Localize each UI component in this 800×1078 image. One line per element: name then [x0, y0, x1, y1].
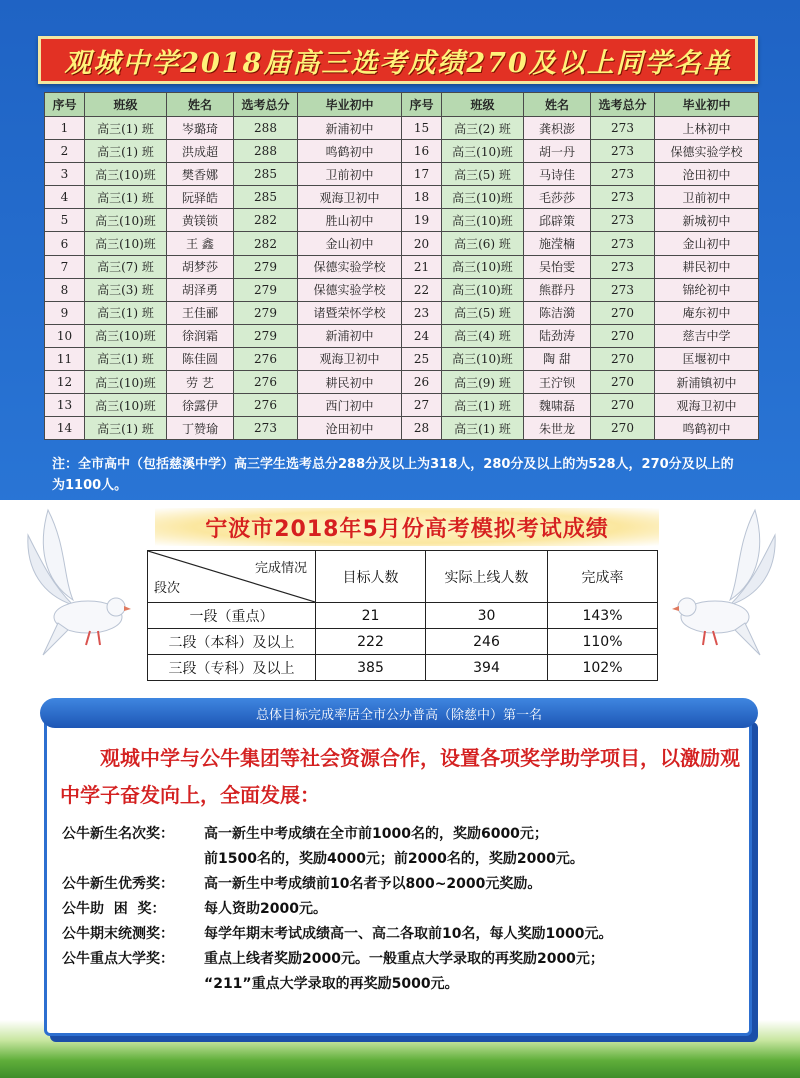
award-item: [62, 947, 752, 972]
cell-school: 观海卫初中: [298, 347, 402, 370]
mock-actual: 30: [426, 603, 548, 629]
mock-segment: 二段（本科）及以上: [148, 629, 316, 655]
cell-no: 2: [45, 140, 85, 163]
cell-name: 龚枳澎: [524, 117, 591, 140]
cell-school: 沧田初中: [298, 417, 402, 440]
award-item: [62, 872, 752, 897]
cell-no: 24: [402, 324, 442, 347]
cell-no: 16: [402, 140, 442, 163]
cell-no: 14: [45, 417, 85, 440]
cell-class: 高三(10)班: [442, 347, 524, 370]
cell-no: 27: [402, 394, 442, 417]
header-score: 选考总分: [234, 93, 298, 117]
header-no: 序号: [402, 93, 442, 117]
cell-score: 270: [591, 347, 655, 370]
award-label: 公牛重点大学奖：: [62, 951, 174, 967]
cell-name: 洪成超: [167, 140, 234, 163]
cell-name: 丁赞瑜: [167, 417, 234, 440]
cell-school: 保德实验学校: [298, 278, 402, 301]
table-row: [45, 186, 759, 209]
award-label: 公牛期末统测奖：: [62, 926, 174, 942]
table-header-row: [45, 93, 759, 117]
cell-class: 高三(10)班: [85, 163, 167, 186]
mock-title-text: 宁波市2018年5月份高考模拟考试成绩: [205, 516, 609, 542]
awards-list: [62, 822, 752, 997]
dove-left-icon: [18, 505, 138, 665]
award-item: [62, 922, 752, 947]
header-school: 毕业初中: [298, 93, 402, 117]
cell-name: 胡一丹: [524, 140, 591, 163]
cell-school: 庵东初中: [655, 301, 759, 324]
cell-name: 胡梦莎: [167, 255, 234, 278]
cell-score: 273: [234, 417, 298, 440]
cell-school: 锦纶初中: [655, 278, 759, 301]
table-row: [45, 278, 759, 301]
mock-segment: 三段（专科）及以上: [148, 655, 316, 681]
cell-score: 270: [591, 324, 655, 347]
cell-school: 观海卫初中: [655, 394, 759, 417]
header-class: 班级: [85, 93, 167, 117]
cell-school: 金山初中: [298, 232, 402, 255]
cell-name: 劳 艺: [167, 371, 234, 394]
cell-school: 新城初中: [655, 209, 759, 232]
award-label: 公牛新生优秀奖：: [62, 876, 174, 892]
cell-class: 高三(1) 班: [85, 186, 167, 209]
cell-class: 高三(3) 班: [85, 278, 167, 301]
mock-exam-table: [147, 550, 658, 681]
cell-name: 王泞钡: [524, 371, 591, 394]
cell-no: 20: [402, 232, 442, 255]
cell-name: 徐露伊: [167, 394, 234, 417]
table-row: [45, 140, 759, 163]
cell-score: 270: [591, 394, 655, 417]
cell-class: 高三(10)班: [85, 232, 167, 255]
cell-class: 高三(10)班: [442, 140, 524, 163]
table-row: [45, 209, 759, 232]
table-row: [45, 301, 759, 324]
cell-no: 26: [402, 371, 442, 394]
cell-class: 高三(1) 班: [85, 140, 167, 163]
cell-no: 11: [45, 347, 85, 370]
header-no: 序号: [45, 93, 85, 117]
cell-school: 沧田初中: [655, 163, 759, 186]
cell-school: 西门初中: [298, 394, 402, 417]
cell-name: 邱辟策: [524, 209, 591, 232]
cell-name: 徐润霜: [167, 324, 234, 347]
cell-school: 耕民初中: [655, 255, 759, 278]
cell-class: 高三(1) 班: [442, 394, 524, 417]
cell-no: 1: [45, 117, 85, 140]
mock-header-target: 目标人数: [316, 551, 426, 603]
mock-row: [148, 655, 658, 681]
award-label: 公牛助 困 奖：: [62, 901, 166, 917]
cell-class: 高三(10)班: [442, 255, 524, 278]
award-text: 每学年期末考试成绩高一、高二各取前10名，每人奖励1000元。: [204, 926, 613, 942]
cell-no: 28: [402, 417, 442, 440]
mock-target: 21: [316, 603, 426, 629]
cell-no: 8: [45, 278, 85, 301]
mock-exam-title: [155, 508, 659, 546]
cell-class: 高三(4) 班: [442, 324, 524, 347]
cell-name: 王佳郦: [167, 301, 234, 324]
cell-no: 15: [402, 117, 442, 140]
cell-class: 高三(1) 班: [85, 117, 167, 140]
cell-name: 魏啸磊: [524, 394, 591, 417]
cell-class: 高三(10)班: [85, 209, 167, 232]
cell-no: 19: [402, 209, 442, 232]
mock-row: [148, 629, 658, 655]
cell-score: 276: [234, 394, 298, 417]
mock-actual: 246: [426, 629, 548, 655]
cell-school: 观海卫初中: [298, 186, 402, 209]
diagonal-header-cell: [148, 551, 316, 603]
cell-class: 高三(2) 班: [442, 117, 524, 140]
cell-name: 阮驿皓: [167, 186, 234, 209]
cell-no: 10: [45, 324, 85, 347]
dove-right-icon: [665, 505, 785, 665]
mock-actual: 394: [426, 655, 548, 681]
cell-no: 7: [45, 255, 85, 278]
corner-label-status: 完成情况: [254, 561, 307, 576]
cell-name: 胡泽勇: [167, 278, 234, 301]
cell-name: 陆劲涛: [524, 324, 591, 347]
table-row: [45, 163, 759, 186]
cell-name: 施滢楠: [524, 232, 591, 255]
score-note: 注：全市高中（包括慈溪中学）高三学生选考总分288分及以上为318人，280分及以上的为528人，270分及以上的为1100人。: [52, 457, 734, 493]
cell-no: 23: [402, 301, 442, 324]
cell-class: 高三(7) 班: [85, 255, 167, 278]
cell-score: 270: [591, 417, 655, 440]
cell-school: 慈吉中学: [655, 324, 759, 347]
table-row: [45, 232, 759, 255]
cell-school: 耕民初中: [298, 371, 402, 394]
award-label: 公牛新生名次奖：: [62, 826, 174, 842]
cell-name: 陶 甜: [524, 347, 591, 370]
mock-header-row: [148, 551, 658, 603]
award-text: 高一新生中考成绩前10名者予以800~2000元奖励。: [204, 876, 542, 892]
mock-rate: 110%: [548, 629, 658, 655]
cell-name: 吴怡雯: [524, 255, 591, 278]
cell-school: 卫前初中: [298, 163, 402, 186]
cell-no: 9: [45, 301, 85, 324]
cell-school: 诸暨荣怀学校: [298, 301, 402, 324]
cell-score: 285: [234, 163, 298, 186]
cell-no: 3: [45, 163, 85, 186]
mock-header-rate: 完成率: [548, 551, 658, 603]
award-text: 重点上线者奖励2000元。一般重点大学录取的再奖励2000元；: [204, 951, 604, 967]
cell-score: 276: [234, 371, 298, 394]
header-class: 班级: [442, 93, 524, 117]
header-name: 姓名: [167, 93, 234, 117]
cell-score: 276: [234, 347, 298, 370]
cell-score: 270: [591, 371, 655, 394]
cell-no: 18: [402, 186, 442, 209]
cell-no: 5: [45, 209, 85, 232]
cell-class: 高三(10)班: [85, 394, 167, 417]
cell-school: 新浦镇初中: [655, 371, 759, 394]
cell-no: 6: [45, 232, 85, 255]
mock-rate: 102%: [548, 655, 658, 681]
cell-score: 273: [591, 117, 655, 140]
table-row: [45, 394, 759, 417]
cell-name: 岑璐琦: [167, 117, 234, 140]
cell-no: 4: [45, 186, 85, 209]
cell-score: 279: [234, 324, 298, 347]
award-continuation: 前1500名的，奖励4000元；前2000名的，奖励2000元。: [204, 851, 584, 867]
award-text: 每人资助2000元。: [204, 901, 327, 917]
cell-name: 朱世龙: [524, 417, 591, 440]
cell-name: 熊群丹: [524, 278, 591, 301]
cell-score: 282: [234, 232, 298, 255]
cell-school: 胜山初中: [298, 209, 402, 232]
cell-school: 保德实验学校: [655, 140, 759, 163]
cell-name: 陈佳圆: [167, 347, 234, 370]
award-text: 高一新生中考成绩在全市前1000名的，奖励6000元；: [204, 826, 548, 842]
cell-no: 12: [45, 371, 85, 394]
mock-segment: 一段（重点）: [148, 603, 316, 629]
cell-score: 273: [591, 255, 655, 278]
cell-score: 273: [591, 163, 655, 186]
cell-score: 273: [591, 209, 655, 232]
cell-no: 21: [402, 255, 442, 278]
header-score: 选考总分: [591, 93, 655, 117]
header-school: 毕业初中: [655, 93, 759, 117]
cell-class: 高三(1) 班: [442, 417, 524, 440]
cell-score: 273: [591, 186, 655, 209]
cell-name: 陈洁漪: [524, 301, 591, 324]
cell-school: 匡堰初中: [655, 347, 759, 370]
mock-row: [148, 603, 658, 629]
cell-score: 288: [234, 117, 298, 140]
mock-header-actual: 实际上线人数: [426, 551, 548, 603]
cell-class: 高三(9) 班: [442, 371, 524, 394]
cell-score: 279: [234, 301, 298, 324]
cell-score: 279: [234, 255, 298, 278]
cell-no: 25: [402, 347, 442, 370]
cell-class: 高三(1) 班: [85, 347, 167, 370]
mock-target: 222: [316, 629, 426, 655]
cell-no: 22: [402, 278, 442, 301]
cell-no: 13: [45, 394, 85, 417]
table-row: [45, 347, 759, 370]
cell-name: 毛莎莎: [524, 186, 591, 209]
cell-school: 金山初中: [655, 232, 759, 255]
header-name: 姓名: [524, 93, 591, 117]
cell-school: 新浦初中: [298, 324, 402, 347]
award-item: [62, 822, 752, 847]
mock-footer-ribbon: [40, 698, 758, 728]
cell-score: 270: [591, 301, 655, 324]
score-table: [44, 92, 759, 440]
cell-class: 高三(10)班: [85, 371, 167, 394]
cell-school: 新浦初中: [298, 117, 402, 140]
cell-school: 鸣鹤初中: [655, 417, 759, 440]
title-banner: [38, 36, 758, 84]
cell-score: 273: [591, 232, 655, 255]
cell-class: 高三(10)班: [442, 209, 524, 232]
awards-intro: 观城中学与公牛集团等社会资源合作，设置各项奖学助学项目，以激励观中学子奋发向上，全面发展：: [60, 746, 740, 807]
cell-class: 高三(10)班: [442, 186, 524, 209]
cell-name: 马诗佳: [524, 163, 591, 186]
cell-no: 17: [402, 163, 442, 186]
cell-school: 上林初中: [655, 117, 759, 140]
cell-score: 282: [234, 209, 298, 232]
cell-school: 鸣鹤初中: [298, 140, 402, 163]
cell-name: 樊香娜: [167, 163, 234, 186]
cell-class: 高三(5) 班: [442, 301, 524, 324]
cell-school: 卫前初中: [655, 186, 759, 209]
cell-class: 高三(1) 班: [85, 417, 167, 440]
page-title: 观城中学2018届高三选考成绩270及以上同学名单: [64, 47, 732, 79]
cell-name: 黄镁锁: [167, 209, 234, 232]
cell-name: 王 鑫: [167, 232, 234, 255]
award-item: [62, 897, 752, 922]
mock-target: 385: [316, 655, 426, 681]
table-row: [45, 117, 759, 140]
cell-score: 273: [591, 140, 655, 163]
cell-class: 高三(1) 班: [85, 301, 167, 324]
cell-class: 高三(10)班: [85, 324, 167, 347]
table-row: [45, 324, 759, 347]
cell-score: 273: [591, 278, 655, 301]
cell-class: 高三(10)班: [442, 278, 524, 301]
mock-rate: 143%: [548, 603, 658, 629]
award-continuation: “211”重点大学录取的再奖励5000元。: [204, 976, 459, 992]
corner-label-segment: 段次: [154, 581, 181, 596]
cell-score: 288: [234, 140, 298, 163]
table-row: [45, 371, 759, 394]
mock-footer-text: 总体目标完成率居全市公办普高（除慈中）第一名: [255, 707, 542, 723]
cell-class: 高三(5) 班: [442, 163, 524, 186]
table-row: [45, 255, 759, 278]
cell-class: 高三(6) 班: [442, 232, 524, 255]
cell-school: 保德实验学校: [298, 255, 402, 278]
cell-score: 279: [234, 278, 298, 301]
cell-score: 285: [234, 186, 298, 209]
table-row: [45, 417, 759, 440]
